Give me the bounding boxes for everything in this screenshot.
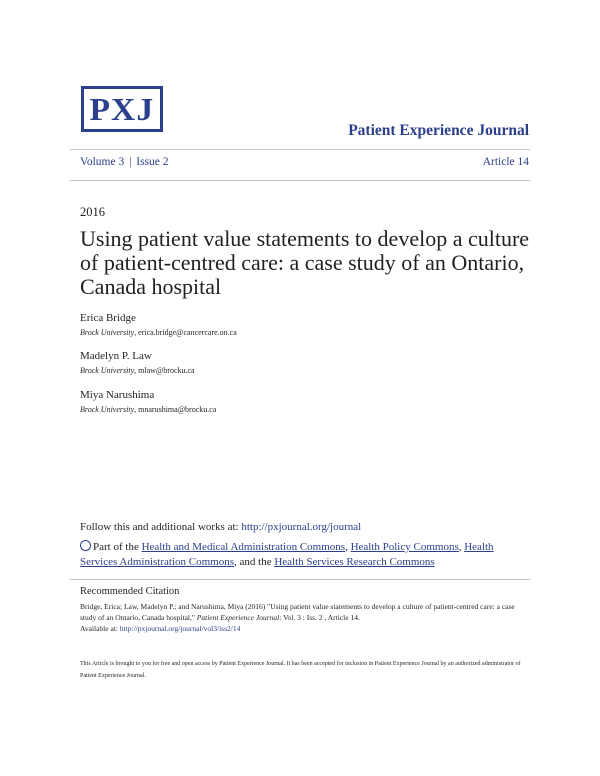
globe-icon — [80, 540, 91, 551]
top-divider — [70, 149, 530, 150]
author-affiliation: Brock University, mlaw@brocku.ca — [80, 366, 195, 375]
header-divider — [70, 180, 530, 181]
part-of-commons: Part of the Health and Medical Administration Commons, Health Policy Commons, Health Services Administration Commons, and the Health Services Research Commons — [80, 541, 494, 568]
follow-link[interactable]: http://pxjournal.org/journal — [241, 521, 362, 533]
author-name: Madelyn P. Law — [80, 350, 152, 362]
volume-link[interactable]: Volume 3 — [80, 156, 125, 168]
separator: | — [129, 156, 132, 168]
footer-notice: This Article is brought to you for free and open access by Patient Experience Journal. It has been accepted for inclusion in Patient Experience Journal by an authorized administrator of Patient Experience Journal. — [80, 661, 521, 679]
follow-line: Follow this and additional works at: http://pxjournal.org/journal — [80, 521, 362, 533]
citation-text: Bridge, Erica; Law, Madelyn P.; and Narushima, Miya (2016) "Using patient value statements to develop a culture of patient-centred care: a case study of an Ontario, Canada hospital," Patient Experience Journal: Vol. 3 : Iss. 2 , Article 14. Available at: http://pxjournal.org/journal/vol3/iss2/14 — [80, 602, 515, 633]
citation-divider — [70, 579, 530, 580]
citation-heading: Recommended Citation — [80, 586, 180, 597]
author-name: Miya Narushima — [80, 389, 155, 401]
commons-link[interactable]: Health and Medical Administration Commons — [141, 541, 346, 553]
article-number: Article 14 — [482, 156, 529, 168]
publication-year: 2016 — [80, 205, 105, 219]
journal-name-link[interactable]: Patient Experience Journal — [348, 122, 529, 139]
citation-link[interactable]: http://pxjournal.org/journal/vol3/iss2/14 — [119, 624, 241, 633]
article-title: Using patient value statements to develop a culture of patient-centred care: a case study of an Ontario, Canada hospital — [80, 226, 530, 299]
commons-link[interactable]: Health Services Research Commons — [274, 556, 435, 568]
commons-link[interactable]: Health Services Administration Commons — [80, 541, 494, 568]
author-affiliation: Brock University, erica.bridge@cancercare.on.ca — [80, 328, 237, 337]
author-name: Erica Bridge — [80, 312, 136, 324]
author-affiliation: Brock University, mnarushima@brocku.ca — [80, 405, 217, 414]
journal-logo[interactable] — [81, 86, 163, 132]
issue-link[interactable]: Issue 2 — [136, 156, 169, 168]
volume-issue — [80, 156, 169, 168]
commons-link[interactable]: Health Policy Commons — [350, 541, 459, 553]
logo-text: PXJ — [89, 91, 155, 127]
